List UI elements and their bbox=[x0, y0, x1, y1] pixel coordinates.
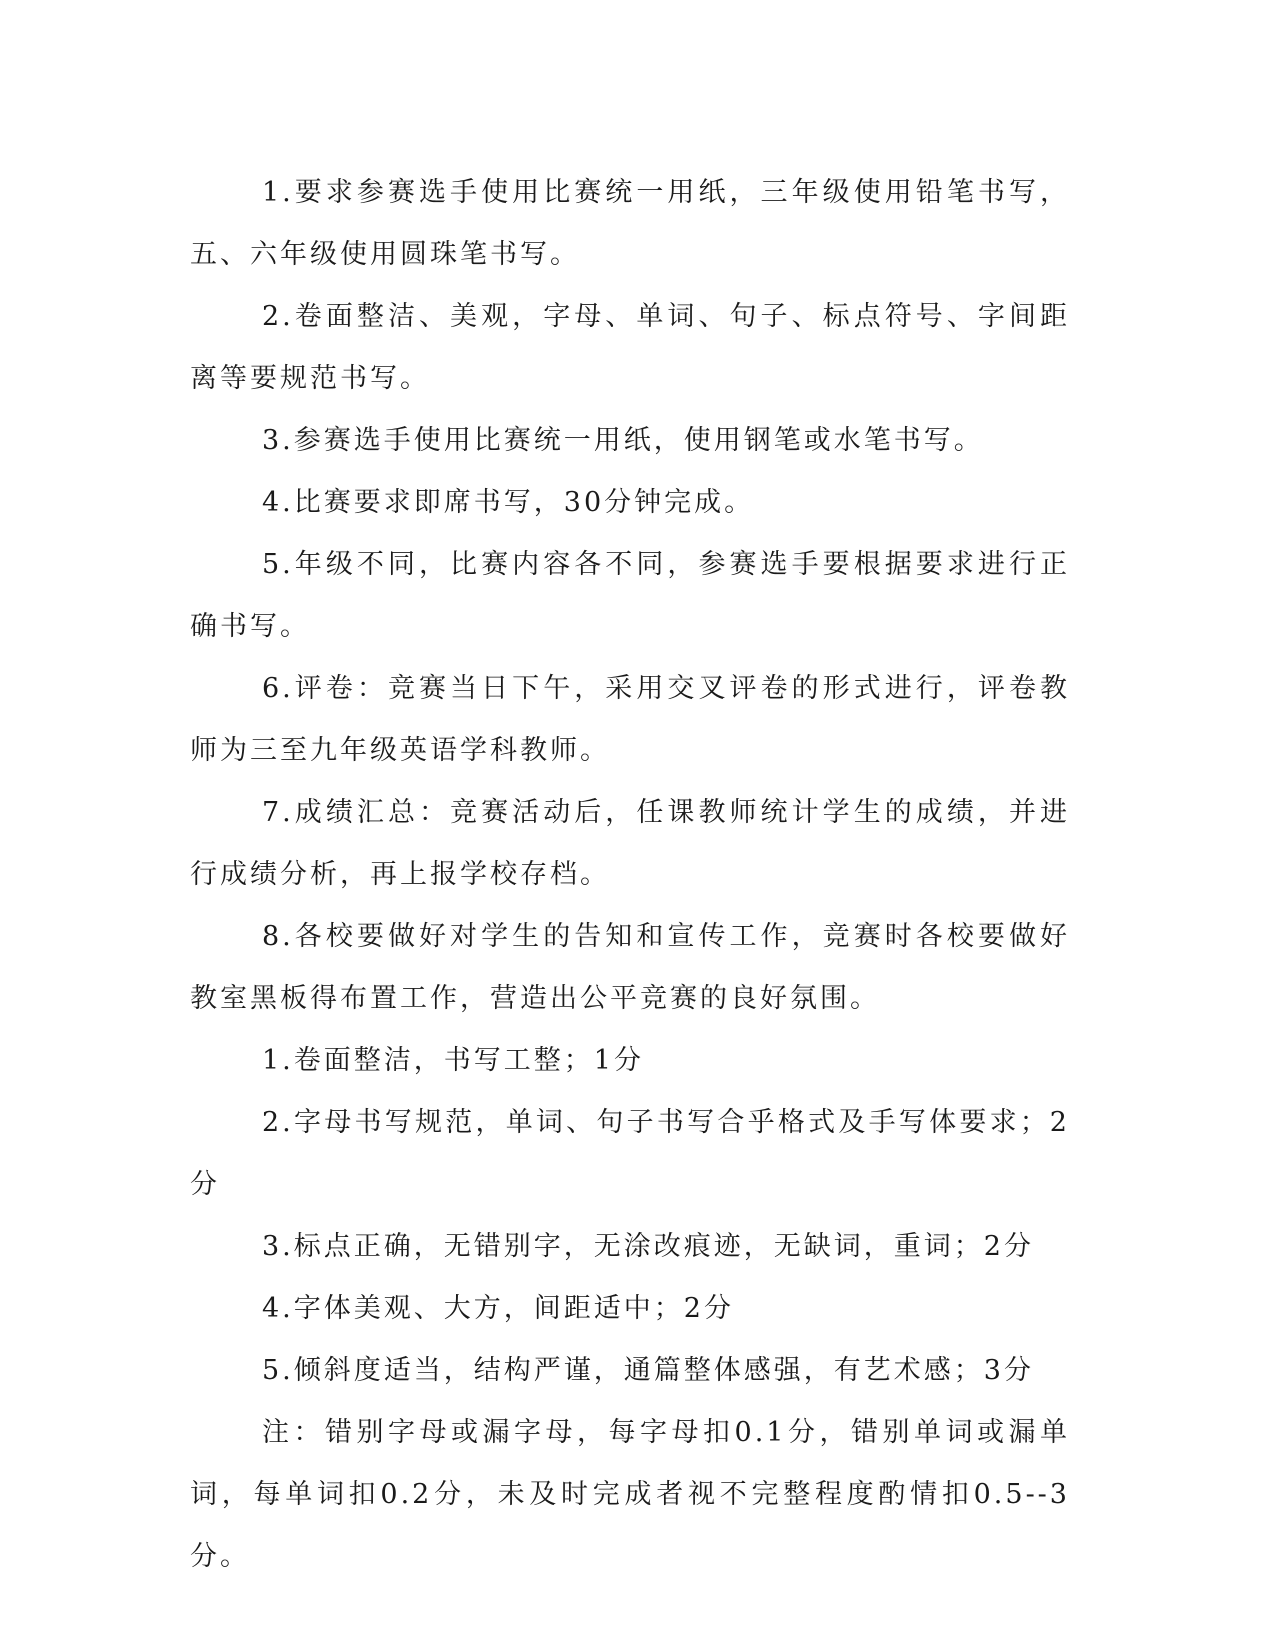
scoring-item-4: 4.字体美观、大方，间距适中；2分 bbox=[262, 1293, 734, 1324]
scoring-item-1: 1.卷面整洁，书写工整；1分 bbox=[262, 1045, 644, 1076]
paragraph-6: 6.评卷：竞赛当日下午，采用交叉评卷的形式进行，评卷教师为三至九年级英语学科教师。 bbox=[190, 673, 1070, 766]
scoring-item-2: 2.字母书写规范，单词、句子书写合乎格式及手写体要求；2分 bbox=[190, 1107, 1070, 1200]
paragraph-2: 2.卷面整洁、美观，字母、单词、句子、标点符号、字间距离等要规范书写。 bbox=[190, 301, 1070, 394]
paragraph-3: 3.参赛选手使用比赛统一用纸，使用钢笔或水笔书写。 bbox=[262, 425, 984, 456]
paragraph-4: 4.比赛要求即席书写，30分钟完成。 bbox=[262, 487, 755, 518]
paragraph-5: 5.年级不同，比赛内容各不同，参赛选手要根据要求进行正确书写。 bbox=[190, 549, 1070, 642]
scoring-item-3: 3.标点正确，无错别字，无涂改痕迹，无缺词，重词；2分 bbox=[262, 1231, 1034, 1262]
paragraph-1: 1.要求参赛选手使用比赛统一用纸，三年级使用铅笔书写，五、六年级使用圆珠笔书写。 bbox=[190, 177, 1070, 270]
paragraph-7: 7.成绩汇总：竞赛活动后，任课教师统计学生的成绩，并进行成绩分析，再上报学校存档。 bbox=[190, 797, 1070, 890]
document-body bbox=[190, 162, 1070, 1588]
note-paragraph: 注：错别字母或漏字母，每字母扣0.1分，错别单词或漏单词，每单词扣0.2分，未及时完成者视不完整程度酌情扣0.5--3分。 bbox=[190, 1417, 1070, 1572]
paragraph-8: 8.各校要做好对学生的告知和宣传工作，竞赛时各校要做好教室黑板得布置工作，营造出公平竞赛的良好氛围。 bbox=[190, 921, 1070, 1014]
scoring-item-5: 5.倾斜度适当，结构严谨，通篇整体感强，有艺术感；3分 bbox=[262, 1355, 1034, 1386]
